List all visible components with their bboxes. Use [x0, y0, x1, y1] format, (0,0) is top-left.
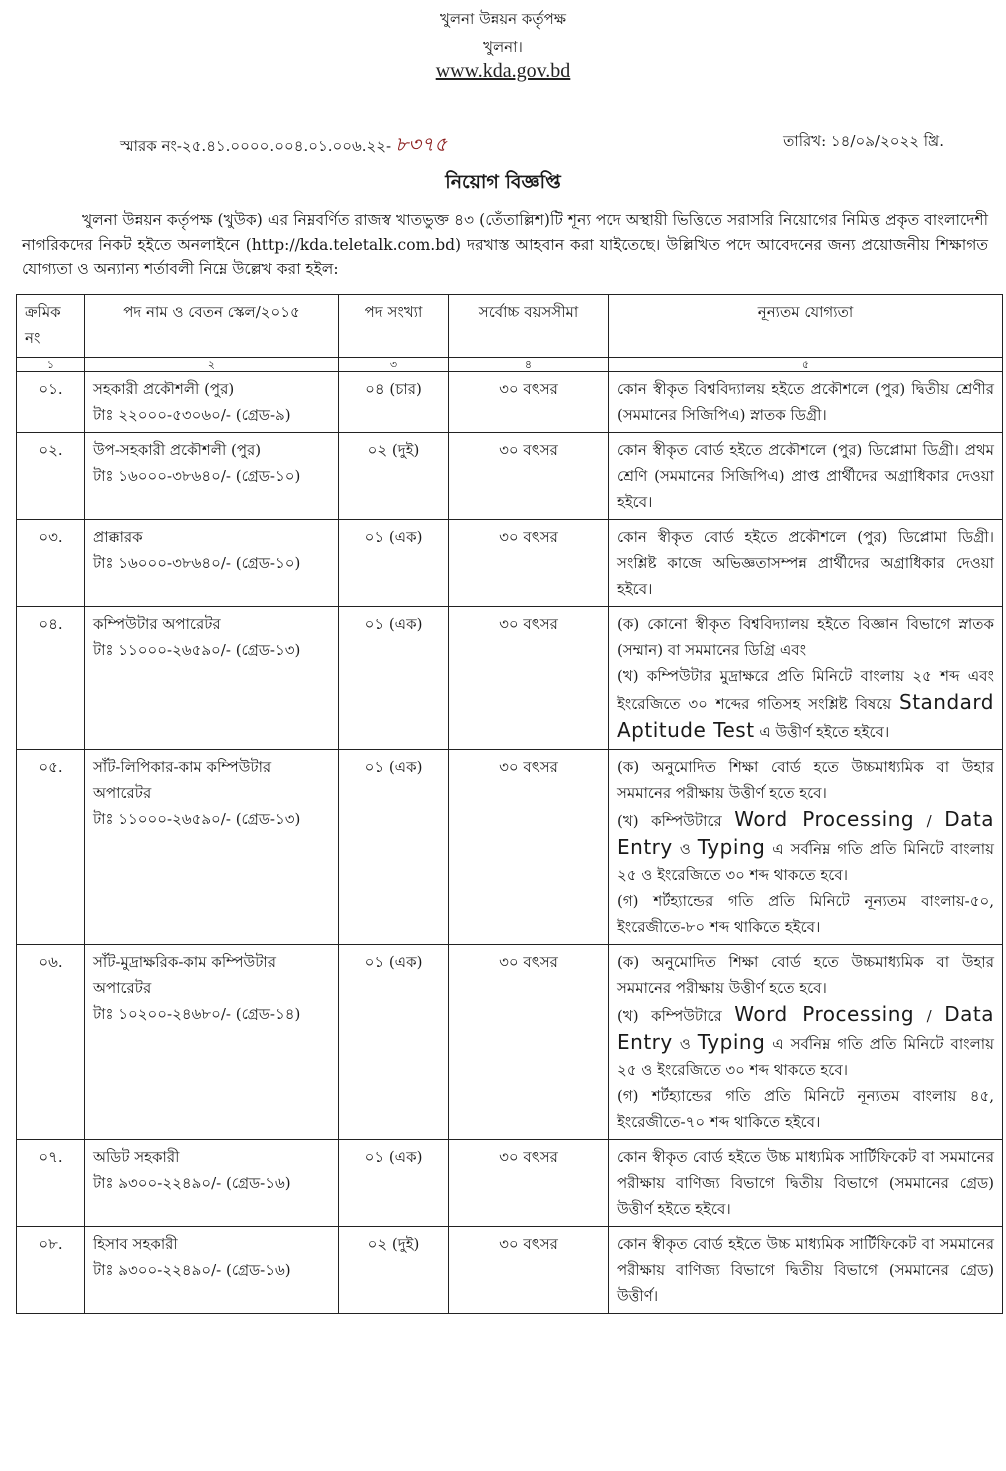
qualification-cell [609, 607, 1003, 750]
notice-title: নিয়োগ বিজ্ঞপ্তি [445, 171, 561, 193]
table-row [17, 750, 1003, 945]
post-cell [85, 1227, 339, 1314]
post-count-cell: ০২ (দুই) [339, 1227, 449, 1314]
memo-ref-prefix: স্মারক নং-২৫.৪১.০০০০.০০৪.০১.০০৬.২২- [120, 137, 392, 155]
city-name: খুলনা। [483, 38, 523, 56]
pay-scale: টাঃ ১১০০০-২৬৫৯০/- (গ্রেড-১৩) [93, 641, 301, 659]
pay-scale: টাঃ ২২০০০-৫৩০৬০/- (গ্রেড-৯) [93, 406, 291, 424]
qualification-item: (ক) কোনো স্বীকৃত বিশ্ববিদ্যালয় হইতে বিজ্ঞান বিভাগে স্নাতক (সম্মান) বা সমমানের ডিগ্রি এবং [617, 615, 994, 659]
table-row [17, 1140, 1003, 1227]
index-cell: ৫ [609, 358, 1003, 372]
table-body [17, 372, 1003, 1314]
post-cell [85, 1140, 339, 1227]
index-cell: ৪ [449, 358, 609, 372]
post-count-cell: ০২ (দুই) [339, 433, 449, 520]
post-name: অডিট সহকারী [93, 1148, 180, 1166]
qualification-cell [609, 1227, 1003, 1314]
qualification-item: (খ) কম্পিউটারে Word Processing / Data Entry ও Typing এ সর্বনিম্ন গতি প্রতি মিনিটে বাংলায় ২৫ ও ইংরেজিতে ৩০ শব্দ থাকতে হবে। [617, 807, 994, 884]
organization-name: খুলনা উন্নয়ন কর্তৃপক্ষ [440, 10, 566, 28]
table-row [17, 1227, 1003, 1314]
post-count-cell: ০১ (এক) [339, 945, 449, 1140]
post-name: উপ-সহকারী প্রকৌশলী (পুর) [93, 441, 262, 459]
vacancy-table [16, 294, 1003, 1314]
qualification-cell [609, 372, 1003, 433]
age-limit-cell: ৩০ বৎসর [449, 520, 609, 607]
qualification-cell [609, 1140, 1003, 1227]
serial-cell: ০৩. [17, 520, 85, 607]
serial-cell: ০৮. [17, 1227, 85, 1314]
header-count: পদ সংখ্যা [339, 295, 449, 358]
qualification-item: কোন স্বীকৃত বোর্ড হইতে উচ্চ মাধ্যমিক সার্টিফিকেট বা সমমানের পরীক্ষায় বাণিজ্য বিভাগে দ্বিতীয় বিভাগে (সমমানের গ্রেড) উত্তীর্ণ হইতে হইবে। [617, 1148, 994, 1218]
post-count-cell: ০১ (এক) [339, 520, 449, 607]
serial-cell: ০৪. [17, 607, 85, 750]
post-name: কম্পিউটার অপারেটর [93, 615, 221, 633]
website-link[interactable]: www.kda.gov.bd [435, 60, 571, 82]
post-cell [85, 433, 339, 520]
pay-scale: টাঃ ১০২০০-২৪৬৮০/- (গ্রেড-১৪) [93, 1005, 301, 1023]
header-qualification: নূন্যতম যোগ্যতা [609, 295, 1003, 358]
index-cell: ২ [85, 358, 339, 372]
intro-paragraph: খুলনা উন্নয়ন কর্তৃপক্ষ (খুউক) এর নিম্নবর্ণিত রাজস্ব খাতভুক্ত ৪৩ (তেঁতাল্লিশ)টি শূন্য পদে অস্থায়ী ভিত্তিতে সরাসরি নিয়োগের নিমিত্ত প্রকৃত বাংলাদেশী নাগরিকদের নিকট হইতে অনলাইনে (http://kda.teletalk.com.bd) দরখাস্ত আহবান করা যাইতেছে। উল্লিখিত পদে আবেদনের জন্য প্রয়োজনীয় শিক্ষাগত যোগ্যতা ও অন্যান্য শর্তাবলী নিম্নে উল্লেখ করা হইল: [22, 211, 988, 278]
serial-cell: ০৫. [17, 750, 85, 945]
qualification-item: কোন স্বীকৃত বোর্ড হইতে প্রকৌশলে (পুর) ডিপ্লোমা ডিগ্রী। সংশ্লিষ্ট কাজে অভিজ্ঞতাসম্পন্ন প্রার্থীদের অগ্রাধিকার দেওয়া হইবে। [617, 528, 994, 598]
serial-cell: ০৬. [17, 945, 85, 1140]
serial-cell: ০৭. [17, 1140, 85, 1227]
qualification-item: কোন স্বীকৃত বিশ্ববিদ্যালয় হইতে প্রকৌশলে (পুর) দ্বিতীয় শ্রেণীর (সমমানের সিজিপিএ) স্নাতক ডিগ্রী। [617, 380, 994, 424]
post-cell [85, 750, 339, 945]
issue-date: তারিখ: ১৪/০৯/২০২২ খ্রি. [783, 132, 944, 150]
header-serial: ক্রমিক নং [17, 295, 85, 358]
post-name: হিসাব সহকারী [93, 1235, 178, 1253]
pay-scale: টাঃ ৯৩০০-২২৪৯০/- (গ্রেড-১৬) [93, 1261, 291, 1279]
age-limit-cell: ৩০ বৎসর [449, 1140, 609, 1227]
post-name: সহকারী প্রকৌশলী (পুর) [93, 380, 235, 398]
table-header-row [17, 295, 1003, 358]
post-cell [85, 945, 339, 1140]
qualification-item: (খ) কম্পিউটার মুদ্রাক্ষরে প্রতি মিনিটে বাংলায় ২৫ শব্দ এবং ইংরেজিতে ৩০ শব্দের গতিসহ সংশ্লিষ্ট বিষয়ে Standard Aptitude Test এ উত্তীর্ণ হইতে হইবে। [617, 667, 994, 742]
qualification-item: কোন স্বীকৃত বোর্ড হইতে উচ্চ মাধ্যমিক সার্টিফিকেট বা সমমানের পরীক্ষায় বাণিজ্য বিভাগে দ্বিতীয় বিভাগে (সমমানের গ্রেড) উত্তীর্ণ। [617, 1235, 994, 1305]
qualification-item: (ক) অনুমোদিত শিক্ষা বোর্ড হতে উচ্চমাধ্যমিক বা উহার সমমানের পরীক্ষায় উত্তীর্ণ হতে হবে। [617, 758, 994, 802]
post-cell [85, 607, 339, 750]
table-index-row [17, 358, 1003, 372]
age-limit-cell: ৩০ বৎসর [449, 945, 609, 1140]
qualification-cell [609, 945, 1003, 1140]
serial-cell: ০২. [17, 433, 85, 520]
age-limit-cell: ৩০ বৎসর [449, 372, 609, 433]
memo-ref-handwritten: ৮৩৭৫ [395, 132, 448, 156]
table-row [17, 372, 1003, 433]
post-cell [85, 520, 339, 607]
table-row [17, 520, 1003, 607]
qualification-item: (খ) কম্পিউটারে Word Processing / Data Entry ও Typing এ সর্বনিম্ন গতি প্রতি মিনিটে বাংলায় ২৫ ও ইংরেজিতে ৩০ শব্দ থাকতে হবে। [617, 1002, 994, 1079]
serial-cell: ০১. [17, 372, 85, 433]
pay-scale: টাঃ ১৬০০০-৩৮৬৪০/- (গ্রেড-১০) [93, 467, 301, 485]
table-row [17, 607, 1003, 750]
post-count-cell: ০১ (এক) [339, 607, 449, 750]
age-limit-cell: ৩০ বৎসর [449, 1227, 609, 1314]
table-row [17, 945, 1003, 1140]
index-cell: ৩ [339, 358, 449, 372]
qualification-item: কোন স্বীকৃত বোর্ড হইতে প্রকৌশলে (পুর) ডিপ্লোমা ডিগ্রী। প্রথম শ্রেণি (সমমানের সিজিপিএ) প্রাপ্ত প্রার্থীদের অগ্রাধিকার দেওয়া হইবে। [617, 441, 994, 511]
header-age: সর্বোচ্চ বয়সসীমা [449, 295, 609, 358]
pay-scale: টাঃ ১৬০০০-৩৮৬৪০/- (গ্রেড-১০) [93, 554, 301, 572]
qualification-item: (গ) শর্টহ্যান্ডের গতি প্রতি মিনিটে নূন্যতম বাংলায়-৫০, ইংরেজীতে-৮০ শব্দ থাকিতে হইবে। [617, 892, 994, 936]
qualification-item: (গ) শর্টহ্যান্ডের গতি প্রতি মিনিটে নূন্যতম বাংলায় ৪৫, ইংরেজীতে-৭০ শব্দ থাকিতে হইবে। [617, 1087, 994, 1131]
qualification-item: (ক) অনুমোদিত শিক্ষা বোর্ড হতে উচ্চমাধ্যমিক বা উহার সমমানের পরীক্ষায় উত্তীর্ণ হতে হবে। [617, 953, 994, 997]
index-cell: ১ [17, 358, 85, 372]
pay-scale: টাঃ ৯৩০০-২২৪৯০/- (গ্রেড-১৬) [93, 1174, 291, 1192]
post-count-cell: ০৪ (চার) [339, 372, 449, 433]
qualification-cell [609, 750, 1003, 945]
age-limit-cell: ৩০ বৎসর [449, 433, 609, 520]
table-row [17, 433, 1003, 520]
post-count-cell: ০১ (এক) [339, 750, 449, 945]
post-count-cell: ০১ (এক) [339, 1140, 449, 1227]
pay-scale: টাঃ ১১০০০-২৬৫৯০/- (গ্রেড-১৩) [93, 810, 301, 828]
age-limit-cell: ৩০ বৎসর [449, 750, 609, 945]
post-cell [85, 372, 339, 433]
qualification-cell [609, 433, 1003, 520]
post-name: সাঁট-মুদ্রাক্ষরিক-কাম কম্পিউটার অপারেটর [93, 953, 276, 997]
post-name: সাঁট-লিপিকার-কাম কম্পিউটার অপারেটর [93, 758, 272, 802]
post-name: প্রাক্কারক [93, 528, 143, 546]
header-post: পদ নাম ও বেতন স্কেল/২০১৫ [85, 295, 339, 358]
age-limit-cell: ৩০ বৎসর [449, 607, 609, 750]
memo-reference [120, 130, 447, 163]
qualification-cell [609, 520, 1003, 607]
